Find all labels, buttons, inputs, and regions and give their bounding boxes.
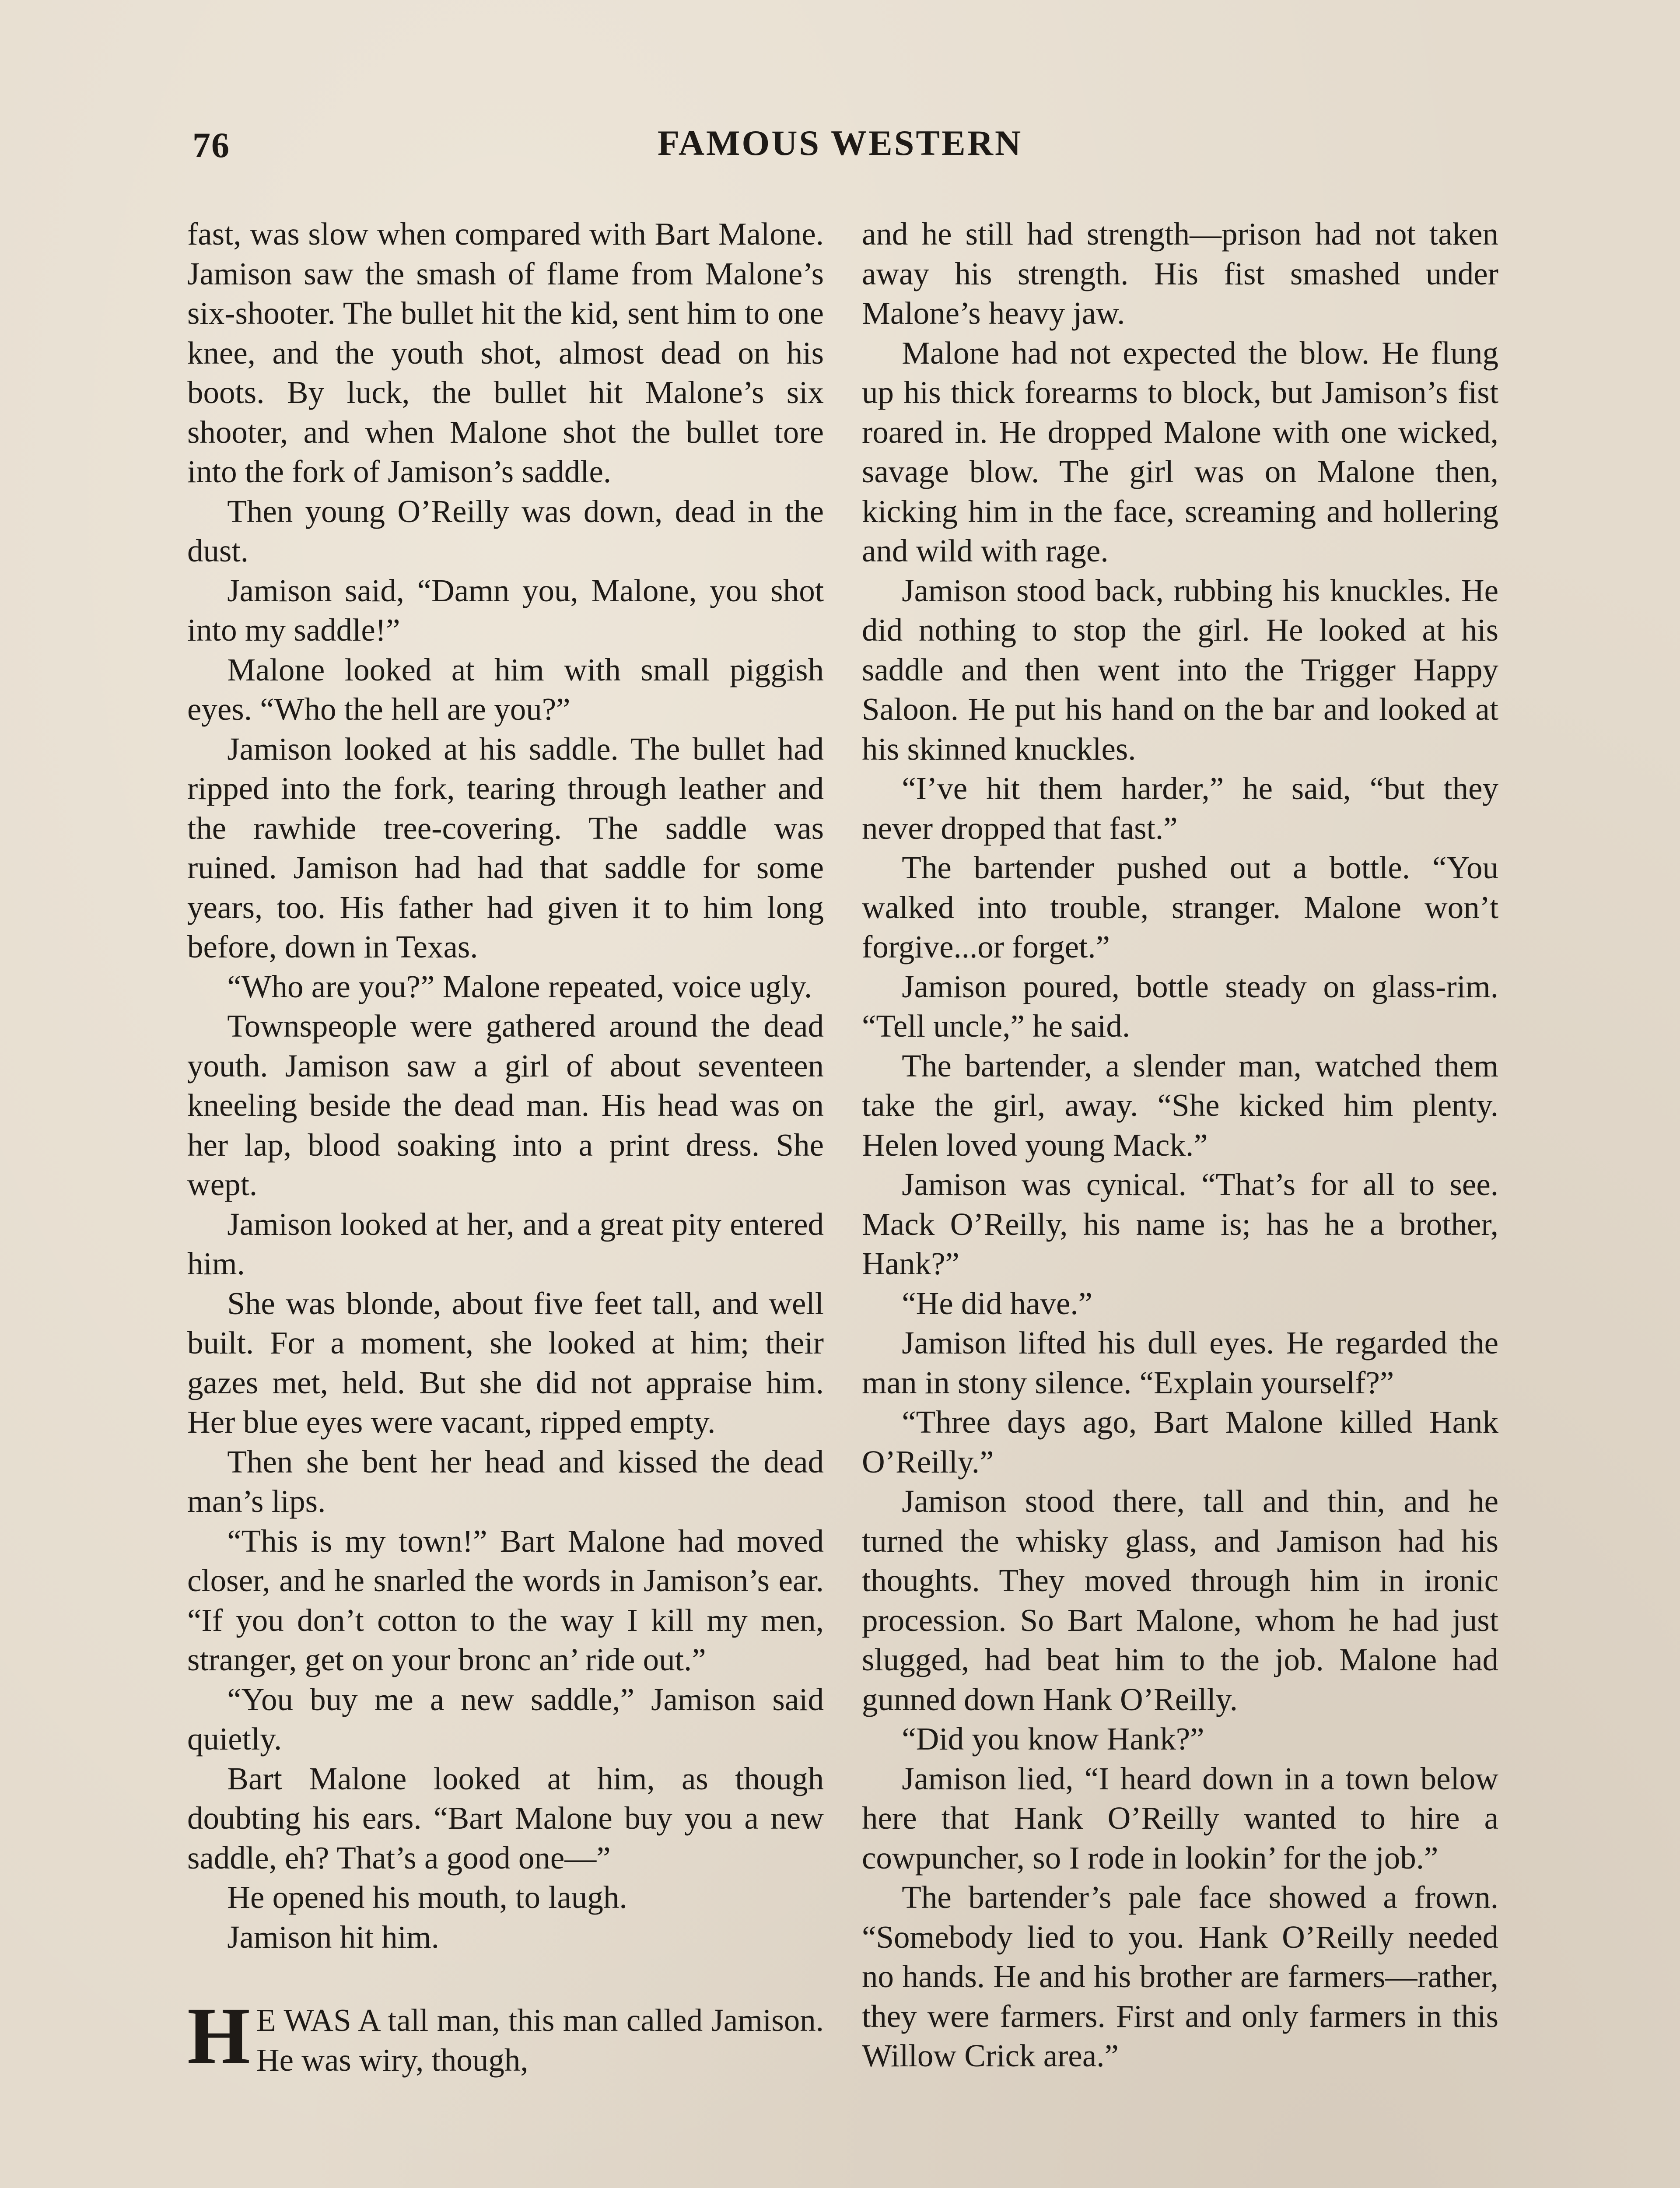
paragraph: Then she bent her head and kissed the dead man’s lips. bbox=[187, 1444, 824, 1519]
section-opening-paragraph bbox=[187, 1991, 824, 2081]
paragraph: She was blonde, about five feet tall, and well built. For a moment, she looked at him; their gazes met, held. But she did not appraise him. Her blue eyes were vacant, ripped empty. bbox=[187, 1285, 824, 1440]
paragraph: Malone looked at him with small piggish eyes. “Who the hell are you?” bbox=[187, 652, 824, 727]
paragraph: Jamison stood there, tall and thin, and he turned the whisky glass, and Jamison had his thoughts. They moved through him in ironic procession. So Bart Malone, whom he had just slugged, had beat him to the job. Malone had gunned down Hank O’Reilly. bbox=[862, 1483, 1498, 1717]
paragraph: The bartender pushed out a bottle. “You walked into trouble, stranger. Malone won’t forgive...or forget.” bbox=[862, 850, 1498, 964]
paragraph: fast, was slow when compared with Bart Malone. Jamison saw the smash of flame from Malone’s six-shooter. The bullet hit the kid, sent him to one knee, and the youth shot, almost dead on his boots. By luck, the bullet hit Malone’s six shooter, and when Malone shot the bullet tore into the fork of Jamison’s saddle. bbox=[187, 216, 824, 489]
paragraph: “I’ve hit them harder,” he said, “but they never dropped that fast.” bbox=[862, 771, 1498, 846]
paragraph: Jamison looked at her, and a great pity entered him. bbox=[187, 1206, 824, 1281]
running-head-title: FAMOUS WESTERN bbox=[657, 123, 1023, 163]
section-opening-text: E WAS A tall man, this man called Jamison. He was wiry, though, bbox=[256, 2002, 824, 2078]
paragraph: Jamison was cynical. “That’s for all to see. Mack O’Reilly, his name is; has he a brother, Hank?” bbox=[862, 1167, 1498, 1281]
paragraph: Jamison lied, “I heard down in a town below here that Hank O’Reilly wanted to hire a cowpuncher, so I rode in lookin’ for the job.” bbox=[862, 1760, 1498, 1876]
paragraph: Jamison lifted his dull eyes. He regarded the man in stony silence. “Explain yourself?” bbox=[862, 1325, 1498, 1400]
paragraph: “Did you know Hank?” bbox=[902, 1721, 1204, 1757]
paragraph: Jamison hit him. bbox=[227, 1919, 439, 1955]
paragraph: The bartender’s pale face showed a frown. “Somebody lied to you. Hank O’Reilly needed no hands. He and his brother are farmers—rather, they were farmers. First and only farmers in this Willow Crick area.” bbox=[862, 1879, 1498, 2073]
paragraph: Jamison said, “Damn you, Malone, you shot into my saddle!” bbox=[187, 572, 824, 648]
paragraph: Jamison looked at his saddle. The bullet had ripped into the fork, tearing through leather and the rawhide tree-covering. The saddle was ruined. Jamison had had that saddle for some years, too. His father had given it to him long before, down in Texas. bbox=[187, 731, 824, 964]
paragraph: Then young O’Reilly was down, dead in the dust. bbox=[187, 493, 824, 568]
paragraph: “Three days ago, Bart Malone killed Hank O’Reilly.” bbox=[862, 1404, 1498, 1480]
left-column bbox=[187, 214, 824, 2080]
paragraph: Jamison stood back, rubbing his knuckles. He did nothing to stop the girl. He looked at his saddle and then went into the Trigger Happy Saloon. He put his hand on the bar and looked at his skinned knuckles. bbox=[862, 572, 1498, 767]
paragraph: “You buy me a new saddle,” Jamison said quietly. bbox=[187, 1681, 824, 1757]
paragraph: “This is my town!” Bart Malone had moved closer, and he snarled the words in Jamison’s ear. “If you don’t cotton to the way I kill my men, stranger, get on your bronc an’ ride out.” bbox=[187, 1523, 824, 1677]
paragraph: He opened his mouth, to laugh. bbox=[227, 1879, 627, 1915]
paragraph: Bart Malone looked at him, as though doubting his ears. “Bart Malone buy you a new saddle, eh? That’s a good one—” bbox=[187, 1760, 824, 1876]
paragraph: The bartender, a slender man, watched them take the girl, away. “She kicked him plenty. Helen loved young Mack.” bbox=[862, 1048, 1498, 1163]
paragraph: and he still had strength—prison had not taken away his strength. His fist smashed under Malone’s heavy jaw. bbox=[862, 216, 1498, 331]
page-number: 76 bbox=[192, 125, 230, 165]
right-column bbox=[862, 214, 1498, 2076]
paragraph: “He did have.” bbox=[902, 1285, 1093, 1321]
paragraph: Malone had not expected the blow. He flung up his thick forearms to block, but Jamison’s fist roared in. He dropped Malone with one wicked, savage blow. The girl was on Malone then, kicking him in the face, screaming and hollering and wild with rage. bbox=[862, 335, 1498, 568]
paragraph: Townspeople were gathered around the dead youth. Jamison saw a girl of about seventeen kneeling beside the dead man. His head was on her lap, blood soaking into a print dress. She wept. bbox=[187, 1008, 824, 1202]
paragraph: Jamison poured, bottle steady on glass-rim. “Tell uncle,” he said. bbox=[862, 968, 1498, 1044]
paragraph: “Who are you?” Malone repeated, voice ugly. bbox=[227, 968, 812, 1004]
drop-cap: H bbox=[187, 1991, 250, 2081]
